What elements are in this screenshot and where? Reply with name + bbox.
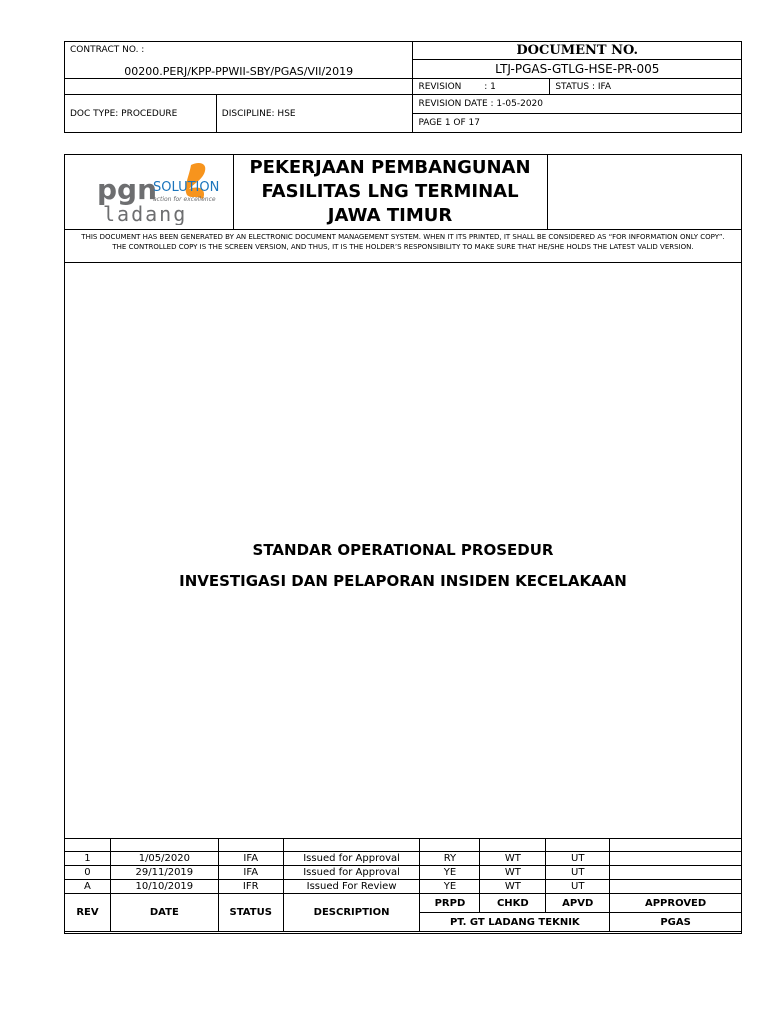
client-name: PGAS — [610, 913, 742, 932]
discipline: DISCIPLINE: HSE — [216, 95, 413, 133]
date-cell: 10/10/2019 — [110, 880, 218, 894]
revision-row — [65, 866, 742, 880]
revision-table — [64, 838, 742, 932]
date-cell: 1/05/2020 — [110, 852, 218, 866]
logo-tagline: action for excellence — [153, 196, 216, 203]
status-cell: IFR — [218, 880, 283, 894]
revision-date: REVISION DATE : 1-05-2020 — [413, 95, 742, 114]
cover-page-box — [64, 154, 742, 934]
rev-cell: A — [65, 880, 111, 894]
apvd-cell: UT — [546, 880, 610, 894]
chkd-cell: WT — [480, 880, 546, 894]
status-cell: IFA — [218, 852, 283, 866]
revision-row-empty — [65, 839, 742, 852]
approved-cell — [610, 852, 742, 866]
document-no-value: LTJ-PGAS-GTLG-HSE-PR-005 — [413, 60, 742, 79]
prpd-cell: YE — [420, 880, 480, 894]
apvd-cell: UT — [546, 852, 610, 866]
status-header: STATUS — [218, 894, 283, 932]
document-header-table — [64, 41, 742, 133]
logo-solution: SOLUTION — [153, 180, 220, 195]
company-name: PT. GT LADANG TEKNIK — [420, 913, 610, 932]
prpd-header: PRPD — [420, 894, 480, 913]
contract-label: CONTRACT NO. : — [70, 45, 145, 55]
chkd-header: CHKD — [480, 894, 546, 913]
title-bar — [65, 155, 741, 230]
doc-type: DOC TYPE: PROCEDURE — [65, 95, 217, 133]
description-cell: Issued for Approval — [283, 866, 420, 880]
project-title — [233, 155, 548, 229]
rev-header: REV — [65, 894, 111, 932]
chkd-cell: WT — [480, 866, 546, 880]
approved-cell — [610, 866, 742, 880]
revision-row — [65, 852, 742, 866]
date-cell: 29/11/2019 — [110, 866, 218, 880]
company-logo — [95, 159, 231, 225]
prpd-cell: RY — [420, 852, 480, 866]
rev-cell: 0 — [65, 866, 111, 880]
status-cell: IFA — [218, 866, 283, 880]
doc-status: STATUS : IFA — [550, 79, 742, 95]
apvd-cell: UT — [546, 866, 610, 880]
revision-number: REVISION : 1 — [413, 79, 550, 95]
page-number: PAGE 1 OF 17 — [413, 114, 742, 133]
apvd-header: APVD — [546, 894, 610, 913]
date-header: DATE — [110, 894, 218, 932]
description-header: DESCRIPTION — [283, 894, 420, 932]
sop-title: STANDAR OPERATIONAL PROSEDUR — [252, 541, 554, 559]
sop-subtitle: INVESTIGASI DAN PELAPORAN INSIDEN KECELAKAAN — [179, 572, 627, 590]
approved-header: APPROVED — [610, 894, 742, 913]
controlled-copy-notice: THIS DOCUMENT HAS BEEN GENERATED BY AN ELECTRONIC DOCUMENT MANAGEMENT SYSTEM. WHEN IT ITS PRINTED, IT SHALL BE CONSIDERED AS “FOR INFORMATION ONLY COPY”. THE CONTROLLED COPY IS THE SCREEN VERSION, AND THUS, IT IS THE HOLDER’S RESPONSIBILITY TO MAKE SURE THAT HE/SHE HOLDS THE LATEST VALID VERSION. — [65, 230, 741, 263]
description-cell: Issued For Review — [283, 880, 420, 894]
contract-number: 00200.PERJ/KPP-PPWII-SBY/PGAS/VII/2019 — [124, 65, 354, 78]
logo-sub: ladang — [103, 202, 188, 225]
logo-brand: pgn — [97, 173, 158, 206]
contract-cell — [65, 42, 413, 79]
revision-header-row — [65, 894, 742, 913]
project-title-line1: PEKERJAAN PEMBANGUNAN — [249, 157, 531, 178]
chkd-cell: WT — [480, 852, 546, 866]
revision-row — [65, 880, 742, 894]
project-title-line2: FASILITAS LNG TERMINAL — [261, 181, 519, 202]
project-title-line3: JAWA TIMUR — [327, 205, 453, 226]
logo-cell — [65, 155, 234, 229]
contract-spacer — [65, 79, 413, 95]
rev-cell: 1 — [65, 852, 111, 866]
approved-cell — [610, 880, 742, 894]
description-cell: Issued for Approval — [283, 852, 420, 866]
document-no-label: DOCUMENT NO. — [413, 42, 742, 60]
prpd-cell: YE — [420, 866, 480, 880]
